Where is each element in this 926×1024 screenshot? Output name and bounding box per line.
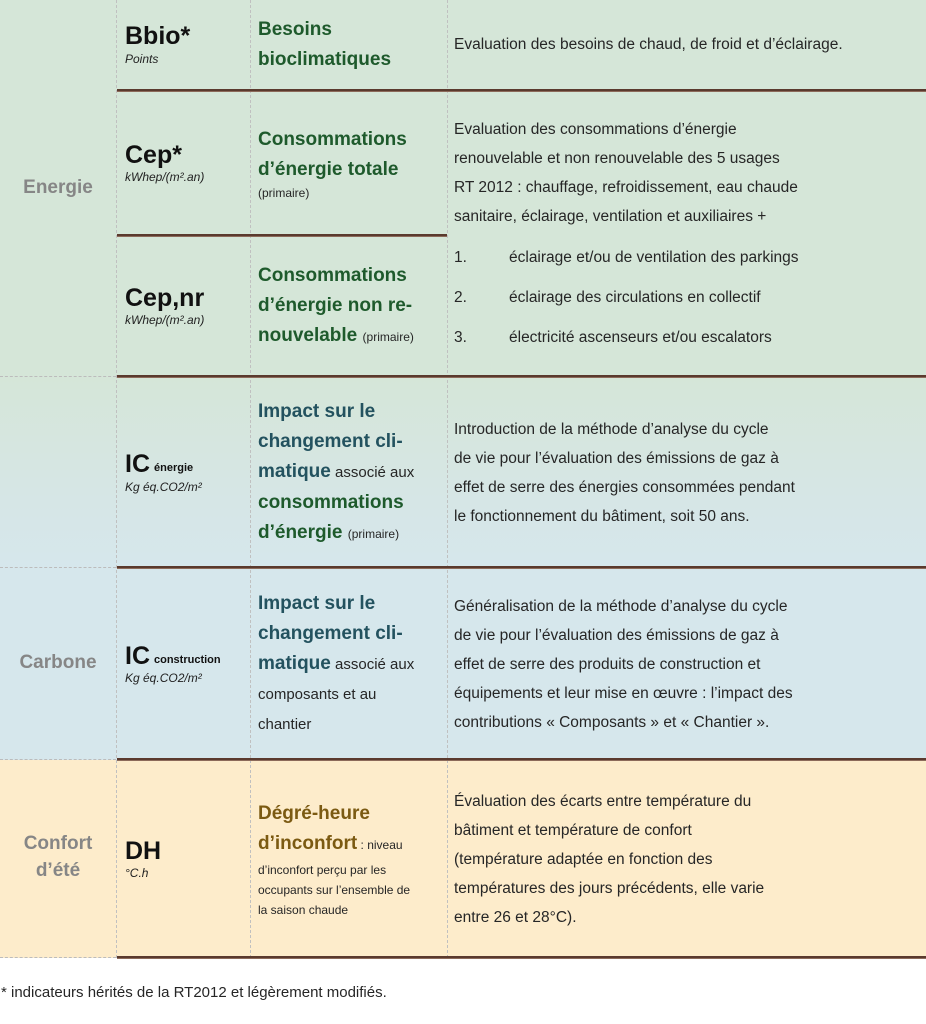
description-line: renouvelable et non renouvelable des 5 usages [454,150,780,167]
title-line: Consommations [258,129,407,150]
indicator-ic-construction [117,570,250,758]
indicator-unit: Kg éq.CO2/m² [125,671,202,686]
title-connector: associé aux [330,655,415,673]
title-line: Impact sur le [258,400,376,422]
indicator-description-bbio [448,0,926,89]
description-line: sanitaire, éclairage, ventilation et auxiliaires + [454,208,767,225]
description-text: Evaluation des besoins de chaud, de froid et d’éclairage. [454,36,843,53]
title-connector: associé aux [330,463,415,481]
row-separator [117,566,926,569]
description-line: effet de serre des énergies consommées pendant [454,478,795,496]
footnote: * indicateurs hérités de la RT2012 et légèrement modifiés. [1,984,387,1001]
indicator-unit: kWhep/(m².an) [125,313,205,328]
list-item [454,238,799,278]
title-line: Besoins [258,18,332,40]
indicator-title-cepnr [251,237,447,375]
description-line: de vie pour l’évaluation des émissions de gaz à [454,449,779,467]
description-line: Évaluation des écarts entre température du [454,792,752,810]
title-line: consommations [258,491,404,513]
indicator-code: IC [125,641,150,670]
title-line: d’inconfort [258,832,358,854]
title-line: d’inconfort perçu par les [258,862,387,877]
group-label-text: d’été [35,860,81,881]
list-item [454,318,799,358]
description-line: le fonctionnement du bâtiment, soit 50 ans. [454,507,750,525]
indicator-dh [117,762,250,956]
description-line: RT 2012 : chauffage, refroidissement, eau chaude [454,179,798,196]
indicator-code: DH [125,836,162,865]
group-separator [0,957,116,958]
title-line: bioclimatiques [258,48,392,70]
indicator-title-dh [251,762,447,956]
group-label-energie [0,0,116,376]
description-line: effet de serre des produits de construction et [454,655,761,673]
title-line: matique [258,460,331,482]
group-label-text: Energie [23,176,93,198]
description-line: (température adaptée en fonction des [454,850,713,868]
description-line: de vie pour l’évaluation des émissions de gaz à [454,626,779,644]
title-note: (primaire) [362,329,414,344]
list-number: 2. [454,289,467,306]
indicator-unit: kWhep/(m².an) [125,170,205,185]
title-line: la saison chaude [258,902,349,917]
title-line: composants et au [258,685,377,703]
description-line: bâtiment et température de confort [454,821,692,839]
indicator-code: Bbio* [125,22,191,51]
indicator-unit: Points [125,51,159,66]
group-label-carbone [0,568,116,758]
description-line: températures des jours précédents, elle varie [454,879,765,897]
list-text: électricité ascenseurs et/ou escalators [509,329,772,346]
row-separator [117,375,926,378]
indicator-description-ic-construction [448,570,926,758]
description-line: Généralisation de la méthode d’analyse du cycle [454,597,788,615]
title-line: Consommations [258,264,407,286]
list-text: éclairage et/ou de ventilation des parkings [509,249,799,266]
indicator-ic-energie [117,379,250,566]
title-line: occupants sur l’ensemble de [258,882,411,897]
title-line: d’énergie [258,521,343,543]
title-note: (primaire) [347,526,400,541]
title-connector: : niveau [357,837,403,852]
list-text: éclairage des circulations en collectif [509,289,761,306]
title-note: (primaire) [258,186,310,200]
description-line: Evaluation des consommations d’énergie [454,121,737,138]
table-bottom-border [117,956,926,959]
title-line: nouvelable [258,324,358,346]
indicator-title-cep [251,92,447,234]
indicator-code-sub: construction [154,653,221,666]
indicator-description-cep [448,115,926,235]
indicator-code-sub: énergie [154,462,194,475]
title-line: Dégré-heure [258,802,370,824]
indicator-code: IC [125,450,150,479]
indicator-bbio [117,0,250,89]
title-line: Impact sur le [258,592,376,614]
description-line: entre 26 et 28°C). [454,908,577,926]
indicator-unit: °C.h [125,866,149,881]
indicator-unit: Kg éq.CO2/m² [125,479,202,494]
group-label-text: Confort [23,833,93,855]
list-number: 1. [454,249,467,266]
title-line: chantier [258,715,312,733]
description-line: Introduction de la méthode d’analyse du cycle [454,420,769,438]
title-line: changement cli- [258,622,403,644]
title-line: d’énergie non re- [258,294,413,316]
group-label-text: Carbone [19,651,97,673]
indicator-title-ic-energie [251,379,447,566]
usage-list [448,238,926,358]
indicator-title-bbio [251,0,447,89]
list-item [454,278,799,318]
indicator-description-dh [448,762,926,956]
indicator-description-ic-energie [448,379,926,566]
indicator-cepnr [117,237,250,375]
indicator-cep [117,92,250,234]
row-separator [117,758,926,761]
indicator-title-ic-construction [251,570,447,758]
group-label-confort [0,760,116,956]
indicator-code: Cep,nr [125,283,205,312]
title-line: matique [258,652,331,674]
list-number: 3. [454,329,467,346]
group-separator [0,376,116,377]
description-line: contributions « Composants » et « Chantier ». [454,713,770,731]
indicator-code: Cep* [125,140,182,169]
title-line: d’énergie totale [258,159,399,180]
description-line: équipements et leur mise en œuvre : l’impact des [454,684,793,702]
title-line: changement cli- [258,430,403,452]
